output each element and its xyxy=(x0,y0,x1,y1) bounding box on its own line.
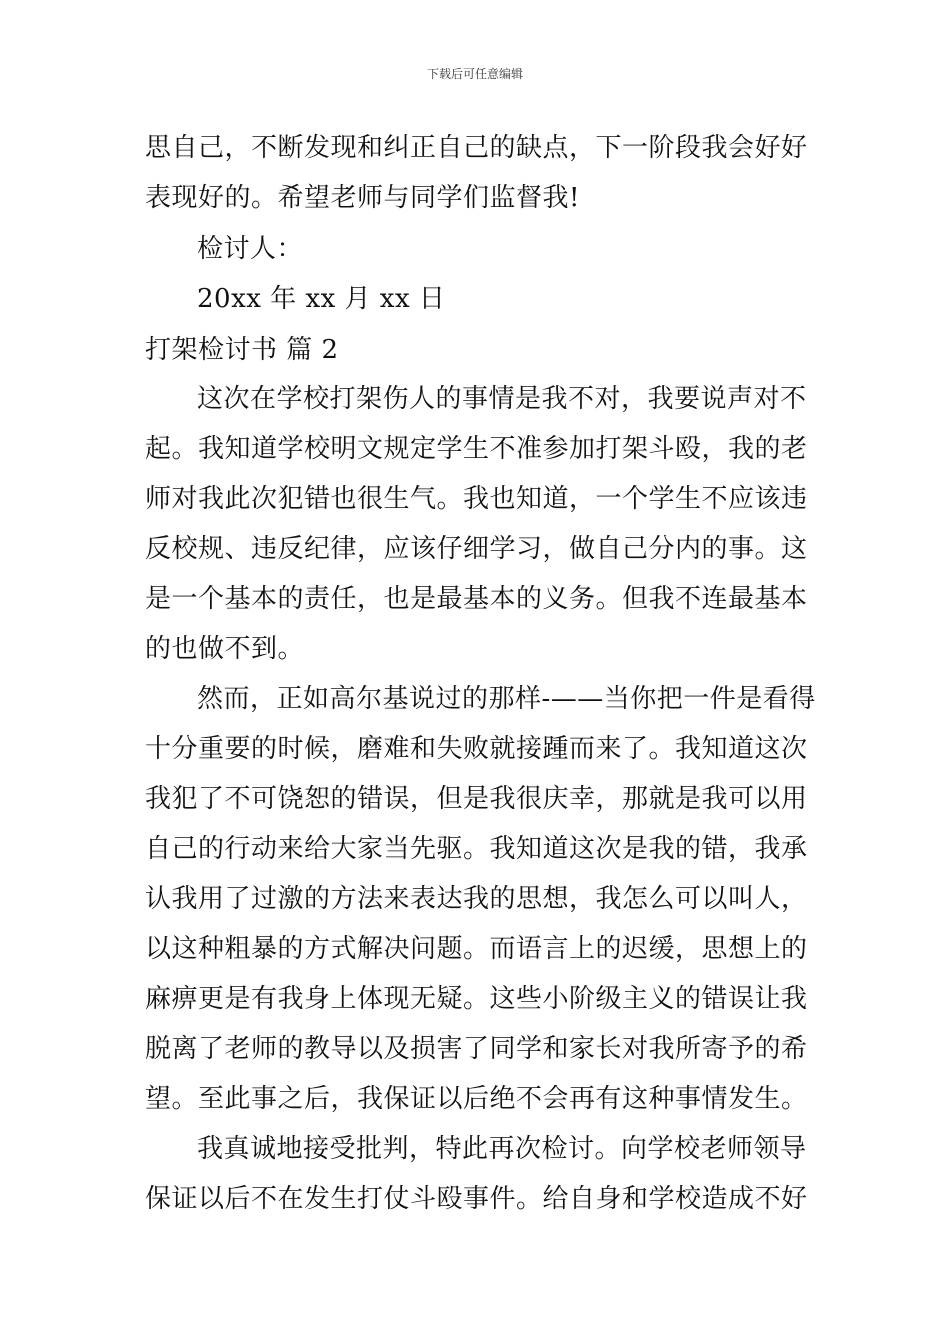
text-line: 保证以后不在发生打仗斗殴事件。给自身和学校造成不好 xyxy=(145,1184,808,1214)
signature-date: 20xx 年 xx 月 xx 日 xyxy=(197,284,446,314)
text-line: 我真诚地接受批判，特此再次检讨。向学校老师领导 xyxy=(197,1134,807,1164)
text-line: 这次在学校打架伤人的事情是我不对，我要说声对不 xyxy=(197,384,807,414)
text-line: 麻痹更是有我身上体现无疑。这些小阶级主义的错误让我 xyxy=(145,984,808,1014)
section-title: 打架检讨书 篇 2 xyxy=(145,335,339,365)
text-line: 十分重要的时候，磨难和失败就接踵而来了。我知道这次 xyxy=(145,734,808,764)
text-line: 起。我知道学校明文规定学生不准参加打架斗殴，我的老 xyxy=(145,434,808,464)
text-line: 脱离了老师的教导以及损害了同学和家长对我所寄予的希 xyxy=(145,1034,808,1064)
text-line: 思自己，不断发现和纠正自己的缺点，下一阶段我会好好 xyxy=(145,133,808,163)
signature-label: 检讨人： xyxy=(197,234,304,264)
text-line: 认我用了过激的方法来表达我的思想，我怎么可以叫人， xyxy=(145,884,808,914)
text-line: 我犯了不可饶恕的错误，但是我很庆幸，那就是我可以用 xyxy=(145,784,808,814)
text-line: 然而，正如高尔基说过的那样-——当你把一件是看得 xyxy=(197,684,816,714)
text-line: 的也做不到。 xyxy=(145,634,305,664)
page-header-note: 下载后可任意编辑 xyxy=(426,67,523,81)
text-line: 是一个基本的责任，也是最基本的义务。但我不连最基本 xyxy=(145,584,808,614)
text-line: 反校规、违反纪律，应该仔细学习，做自己分内的事。这 xyxy=(145,534,808,564)
text-line: 以这种粗暴的方式解决问题。而语言上的迟缓，思想上的 xyxy=(145,934,808,964)
text-line: 望。至此事之后，我保证以后绝不会再有这种事情发生。 xyxy=(145,1084,808,1114)
text-line: 自己的行动来给大家当先驱。我知道这次是我的错，我承 xyxy=(145,834,808,864)
text-line: 师对我此次犯错也很生气。我也知道，一个学生不应该违 xyxy=(145,484,808,514)
text-line: 表现好的。希望老师与同学们监督我! xyxy=(145,183,580,213)
